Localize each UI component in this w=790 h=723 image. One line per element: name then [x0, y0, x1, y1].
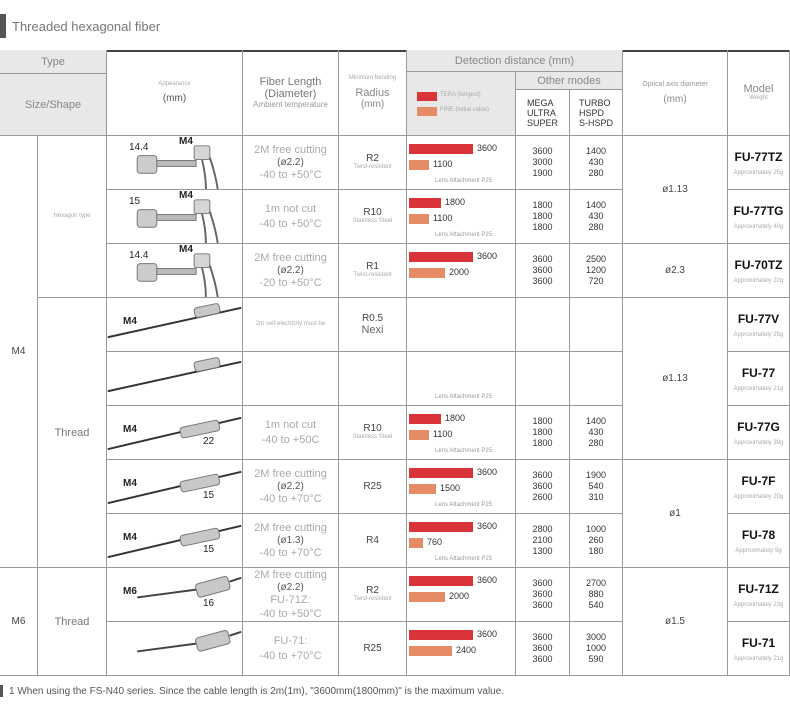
fine-value: 2400: [456, 645, 477, 655]
mega-cell: [516, 460, 570, 514]
header-size-label: Size/Shape: [24, 98, 82, 111]
fine-value: 2000: [449, 591, 470, 601]
thread-size-label: M4: [123, 424, 137, 435]
bending-radius-cell: [339, 460, 407, 514]
ambient-temp-value: -40 to +70°C: [259, 649, 322, 662]
appearance-cell: [107, 622, 243, 676]
mega-cell: [516, 352, 570, 406]
model-name: FU-77V: [737, 311, 780, 326]
turbo-cell: [570, 460, 623, 514]
bending-radius-value: R10: [363, 423, 382, 435]
fiber-length-cell: [243, 352, 339, 406]
model-weight: Approximately 9g: [735, 547, 782, 554]
header-radius-label: Radius: [355, 86, 390, 99]
ambient-temp-value: -40 to +70°C: [259, 493, 322, 505]
model-cell: [728, 244, 790, 298]
group-m4: [0, 136, 38, 568]
detection-cell: [407, 622, 516, 676]
header-turbo-label: TURBO HSPD S-HSPD: [578, 97, 613, 128]
bending-radius-cell: [339, 136, 407, 190]
fiber-length-cell: [243, 406, 339, 460]
group-thread-m6: [38, 568, 107, 676]
mega-values: 3600 3000 1900: [532, 146, 553, 178]
bending-radius-cell: [339, 352, 407, 406]
header-optical: [623, 50, 728, 136]
fine-bar: [409, 592, 445, 602]
thread-size-label: M4: [123, 532, 137, 543]
footnote-marker: [0, 685, 3, 697]
fiber-cable: [137, 590, 196, 598]
appearance-cell: [107, 136, 243, 190]
ambient-temp-value: -40 to +50°C: [259, 217, 322, 230]
detection-cell: [407, 406, 516, 460]
thread-size-label: M4: [123, 316, 137, 327]
fiber-length-cell: [243, 190, 339, 244]
header-detection: [407, 50, 623, 72]
dimension-label: 15: [203, 490, 215, 501]
model-cell: [728, 190, 790, 244]
lens-attachment-note: Lens Attachment P25: [435, 232, 493, 238]
tera-bar: [409, 522, 473, 532]
tera-value: 3600: [477, 251, 498, 261]
bending-radius-value: R25: [363, 481, 382, 492]
tera-value: 3600: [477, 467, 498, 477]
hex-head: [137, 156, 157, 174]
model-name: FU-77: [741, 365, 776, 380]
header-model: [728, 50, 790, 136]
fiber-length-cell: [243, 514, 339, 568]
group-m4-label: M4: [11, 346, 26, 357]
lens-attachment-note: Lens Attachment P25: [435, 556, 493, 562]
turbo-values: 2500 1200 720: [585, 254, 607, 286]
model-cell: [728, 406, 790, 460]
threaded-body: [194, 303, 221, 318]
tera-bar: [409, 144, 473, 154]
fiber-cable: [229, 632, 241, 636]
header-optical-unit: (mm): [663, 93, 687, 105]
fiber-diameter-value: (ø2.2): [277, 581, 304, 593]
header-detection-label: Detection distance (mm): [454, 54, 575, 67]
optical-axis-cell: [623, 460, 728, 568]
group-m6: [0, 568, 38, 676]
turbo-values: 1900 540 310: [585, 470, 607, 502]
sensor-drawing: [107, 352, 242, 405]
fiber-length-cell: [243, 244, 339, 298]
fiber-diameter-value: (ø1.3): [277, 535, 304, 546]
mega-cell: [516, 406, 570, 460]
appearance-cell: [107, 190, 243, 244]
detection-cell: [407, 568, 516, 622]
ambient-temp-value: FU-71Z: -40 to +50°C: [259, 593, 322, 621]
bending-radius-value: R25: [363, 643, 382, 654]
group-hexagon-label: Hexagon type: [53, 212, 91, 219]
bending-radius-value: R2: [366, 585, 379, 597]
header-fiber-length: [243, 50, 339, 136]
header-type: [0, 50, 107, 74]
ambient-temp-value: -40 to +70°C: [259, 547, 322, 559]
tera-value: 3600: [477, 629, 498, 639]
hex-head: [137, 264, 157, 282]
model-cell: [728, 298, 790, 352]
model-name: FU-70TZ: [734, 257, 783, 272]
optical-axis-value: ø1.13: [662, 373, 688, 384]
tera-value: 1800: [445, 413, 466, 423]
turbo-values: 1400 430 280: [585, 200, 607, 232]
header-appearance-label: Appearance: [158, 81, 191, 88]
mega-cell: [516, 622, 570, 676]
header-model-label: Model: [743, 82, 774, 95]
header-mega: [516, 90, 570, 136]
header-fiber-label: Fiber Length: [259, 76, 322, 88]
dimension-label: 16: [203, 598, 215, 609]
sensor-drawing: [107, 136, 242, 189]
fiber-length-value: 2M free cutting: [254, 467, 327, 480]
fiber-diameter-value: (ø2.2): [277, 265, 304, 276]
bending-radius-cell: [339, 622, 407, 676]
fine-bar: [409, 538, 423, 548]
fiber-length-cell: [243, 136, 339, 190]
turbo-values: 1000 260 180: [585, 524, 607, 556]
mega-values: 1800 1800 1800: [532, 416, 553, 448]
tera-bar: [409, 468, 473, 478]
model-cell: [728, 136, 790, 190]
bending-radius-cell: [339, 244, 407, 298]
fiber-cable: [202, 160, 206, 189]
legend-tera: [417, 92, 481, 101]
model-name: FU-78: [741, 527, 776, 542]
model-weight: Approximately 21g: [733, 655, 784, 662]
fiber-cable: [210, 266, 218, 297]
group-thread-label: Thread: [54, 426, 90, 439]
model-weight: Approximately 21g: [733, 385, 784, 392]
footnote: [0, 685, 504, 697]
fiber-cable: [202, 214, 206, 243]
turbo-values: 1400 430 280: [585, 146, 607, 178]
turbo-cell: [570, 622, 623, 676]
header-min-bending: Minimum bending: [348, 75, 397, 82]
bending-radius-note: Twist-resistant: [353, 596, 392, 603]
dimension-label: 22: [203, 436, 215, 447]
detection-cell: [407, 298, 516, 352]
header-ambient-label: Ambient temperature: [253, 100, 328, 109]
mega-cell: [516, 298, 570, 352]
fiber-length-value: 2m self-electricity must be: [255, 320, 326, 327]
mega-cell: [516, 514, 570, 568]
bending-radius-cell: [339, 406, 407, 460]
group-m6-label: M6: [11, 616, 26, 627]
model-name: FU-77TZ: [734, 149, 783, 164]
fiber-length-value: 2M free cutting: [254, 521, 327, 534]
header-appearance: [107, 50, 243, 136]
model-name: FU-77TG: [733, 203, 784, 218]
lens-attachment-note: Lens Attachment P25: [435, 394, 493, 400]
mega-values: 3600 3600 3600: [532, 254, 553, 286]
optical-axis-cell: [623, 568, 728, 676]
turbo-cell: [570, 136, 623, 190]
page-title-text: Threaded hexagonal fiber: [12, 18, 161, 34]
header-optical-label: Optical axis diameter: [642, 80, 708, 88]
tera-bar: [409, 630, 473, 640]
header-legend: [407, 72, 516, 136]
fine-bar: [409, 268, 445, 278]
model-weight: Approximately 25g: [733, 331, 784, 338]
dimension-label: 14.4: [129, 250, 149, 261]
appearance-cell: [107, 244, 243, 298]
mega-values: 3600 3600 3600: [532, 632, 553, 664]
fiber-cable: [229, 578, 241, 582]
detection-cell: [407, 190, 516, 244]
appearance-cell: [107, 406, 243, 460]
turbo-cell: [570, 568, 623, 622]
header-appearance-unit: (mm): [162, 92, 187, 104]
fiber-cable: [210, 212, 218, 243]
tera-bar: [409, 198, 441, 208]
model-cell: [728, 622, 790, 676]
mega-cell: [516, 244, 570, 298]
title-marker: [0, 14, 6, 38]
mega-cell: [516, 568, 570, 622]
fine-value: 1100: [433, 429, 453, 439]
fiber-body: [157, 215, 196, 221]
header-diameter-label: (Diameter): [264, 88, 317, 100]
thread-size-label: M4: [179, 190, 193, 201]
fiber-length-cell: [243, 568, 339, 622]
threaded-body: [180, 528, 221, 547]
mega-cell: [516, 190, 570, 244]
appearance-cell: [107, 352, 243, 406]
appearance-cell: [107, 568, 243, 622]
tera-value: 1800: [445, 197, 466, 207]
fiber-length-value: 2M free cutting: [254, 568, 327, 581]
fine-value: 2000: [449, 267, 470, 277]
sensor-drawing: [107, 244, 242, 297]
turbo-values: 3000 1000 590: [585, 632, 607, 664]
model-cell: [728, 514, 790, 568]
group-hexagon: [38, 136, 107, 298]
threaded-body: [194, 357, 221, 372]
bending-radius-cell: [339, 568, 407, 622]
mega-values: 2800 2100 1300: [532, 524, 553, 556]
lens-attachment-note: Lens Attachment P25: [435, 178, 493, 184]
header-weight-label: Weight: [749, 94, 768, 101]
bending-radius-value: R0.5: [361, 313, 384, 324]
model-weight: Approximately 23g: [733, 601, 784, 608]
fiber-length-value: 2M free cutting: [254, 251, 327, 264]
mega-values: 1800 1800 1800: [532, 200, 553, 232]
fiber-length-cell: [243, 622, 339, 676]
threaded-tip: [194, 146, 210, 160]
bending-radius-value: R4: [366, 535, 379, 546]
turbo-values: 2700 880 540: [585, 578, 607, 610]
dimension-label: 14.4: [129, 142, 149, 153]
fine-bar: [409, 160, 429, 170]
dimension-label: 15: [129, 196, 141, 207]
detection-cell: [407, 460, 516, 514]
bending-radius-note: Twist-resistant: [353, 272, 392, 279]
model-name: FU-7F: [741, 473, 776, 488]
fiber-length-value: 2M free cutting: [254, 143, 327, 156]
fiber-diameter-value: (ø2.2): [277, 157, 304, 168]
fiber-diameter-value: (ø2.2): [277, 481, 304, 492]
bending-radius-note: Nexi: [361, 324, 384, 336]
fine-bar: [409, 214, 429, 224]
fiber-length-cell: [243, 460, 339, 514]
fine-bar: [409, 484, 436, 494]
optical-axis-cell: [623, 298, 728, 460]
thread-size-label: M6: [123, 586, 137, 597]
turbo-cell: [570, 244, 623, 298]
tera-value: 3600: [477, 521, 498, 531]
header-size-shape: [0, 74, 107, 136]
legend-tera-swatch: [417, 92, 437, 101]
lens-attachment-note: Lens Attachment P25: [435, 502, 493, 508]
group-thread: [38, 298, 107, 568]
fiber-length-value: 1m not cut: [264, 419, 317, 432]
appearance-cell: [107, 460, 243, 514]
mega-cell: [516, 136, 570, 190]
legend-tera-label: TERA (longest): [440, 92, 481, 99]
bending-radius-cell: [339, 514, 407, 568]
appearance-cell: [107, 298, 243, 352]
bending-radius-value: R10: [363, 207, 382, 219]
footnote-text: 1 When using the FS-N40 series. Since the cable length is 2m(1m), "3600mm(1800mm)" is the maximum value.: [9, 685, 505, 697]
fiber-cable: [202, 268, 206, 297]
thread-size-label: M4: [179, 244, 193, 255]
bending-radius-note: Twist-resistant: [353, 164, 392, 171]
bending-radius-cell: [339, 298, 407, 352]
optical-axis-cell: [623, 244, 728, 298]
turbo-cell: [570, 406, 623, 460]
sensor-drawing: [107, 190, 242, 243]
bending-radius-note: Stainless Steel: [352, 434, 393, 441]
bending-radius-note: Stainless Steel: [352, 218, 393, 225]
threaded-body: [195, 576, 231, 598]
thread-size-label: M4: [179, 136, 193, 147]
bending-radius-value: R1: [366, 261, 379, 273]
sensor-drawing: [107, 622, 242, 675]
detection-cell: [407, 352, 516, 406]
fine-value: 1100: [433, 213, 453, 223]
header-turbo: [570, 90, 623, 136]
threaded-tip: [194, 200, 210, 214]
turbo-values: 1400 430 280: [585, 416, 607, 448]
threaded-tip: [194, 254, 210, 268]
model-cell: [728, 568, 790, 622]
turbo-cell: [570, 514, 623, 568]
mega-values: 3600 3600 3600: [532, 578, 553, 610]
fine-value: 1100: [433, 159, 453, 169]
header-other-modes: [516, 72, 623, 90]
turbo-cell: [570, 190, 623, 244]
fiber-cable: [137, 644, 196, 652]
model-weight: Approximately 20g: [733, 493, 784, 500]
header-mega-label: MEGA ULTRA SUPER: [526, 97, 558, 128]
threaded-body: [180, 474, 221, 493]
thread-size-label: M4: [123, 478, 137, 489]
turbo-cell: [570, 352, 623, 406]
model-cell: [728, 460, 790, 514]
model-weight: Approximately 22g: [733, 277, 784, 284]
fiber-body: [157, 269, 196, 275]
header-radius: [339, 50, 407, 136]
lens-attachment-note: Lens Attachment P25: [435, 448, 493, 454]
fiber-length-cell: [243, 298, 339, 352]
page-title: [0, 14, 160, 38]
legend-fine: [417, 107, 489, 116]
model-name: FU-71: [741, 635, 776, 650]
model-name: FU-71Z: [738, 581, 779, 596]
hex-head: [137, 210, 157, 228]
mega-values: 3600 3600 2600: [532, 470, 553, 502]
fiber-cable: [108, 362, 241, 391]
group-thread-m6-label: Thread: [54, 615, 90, 628]
optical-axis-cell: [623, 136, 728, 244]
ambient-temp-value: -20 to +50°C: [259, 277, 322, 289]
legend-fine-label: FINE (initial value): [440, 107, 490, 114]
detection-cell: [407, 514, 516, 568]
fiber-length-value: FU-71:: [273, 635, 308, 648]
ambient-temp-value: -40 to +50°C: [259, 169, 322, 181]
fiber-cable: [210, 158, 218, 189]
detection-cell: [407, 244, 516, 298]
header-other-modes-label: Other modes: [537, 74, 601, 87]
optical-axis-value: ø1: [669, 508, 681, 519]
appearance-cell: [107, 514, 243, 568]
model-weight: Approximately 40g: [733, 223, 784, 230]
optical-axis-value: ø1.13: [662, 184, 688, 195]
ambient-temp-value: -40 to +50C: [261, 433, 320, 446]
tera-value: 3600: [477, 575, 498, 585]
fine-value: 1500: [440, 483, 461, 493]
legend-fine-swatch: [417, 107, 437, 116]
bending-radius-value: R2: [366, 153, 379, 165]
tera-bar: [409, 414, 441, 424]
fine-bar: [409, 430, 429, 440]
model-weight: Approximately 39g: [733, 439, 784, 446]
turbo-cell: [570, 298, 623, 352]
tera-value: 3600: [477, 143, 498, 153]
fine-bar: [409, 646, 452, 656]
optical-axis-value: ø2.3: [664, 265, 685, 276]
tera-bar: [409, 252, 473, 262]
dimension-label: 15: [203, 544, 215, 555]
model-name: FU-77G: [737, 419, 780, 434]
fiber-body: [157, 161, 196, 167]
header-radius-unit: (mm): [360, 98, 385, 110]
threaded-body: [180, 420, 221, 439]
fiber-length-value: 1m not cut: [264, 203, 317, 216]
header-type-label: Type: [41, 55, 65, 68]
tera-bar: [409, 576, 473, 586]
bending-radius-cell: [339, 190, 407, 244]
fine-value: 760: [427, 537, 443, 547]
optical-axis-value: ø1.5: [664, 616, 685, 627]
model-cell: [728, 352, 790, 406]
model-weight: Approximately 25g: [733, 169, 784, 176]
detection-cell: [407, 136, 516, 190]
threaded-body: [195, 630, 231, 652]
